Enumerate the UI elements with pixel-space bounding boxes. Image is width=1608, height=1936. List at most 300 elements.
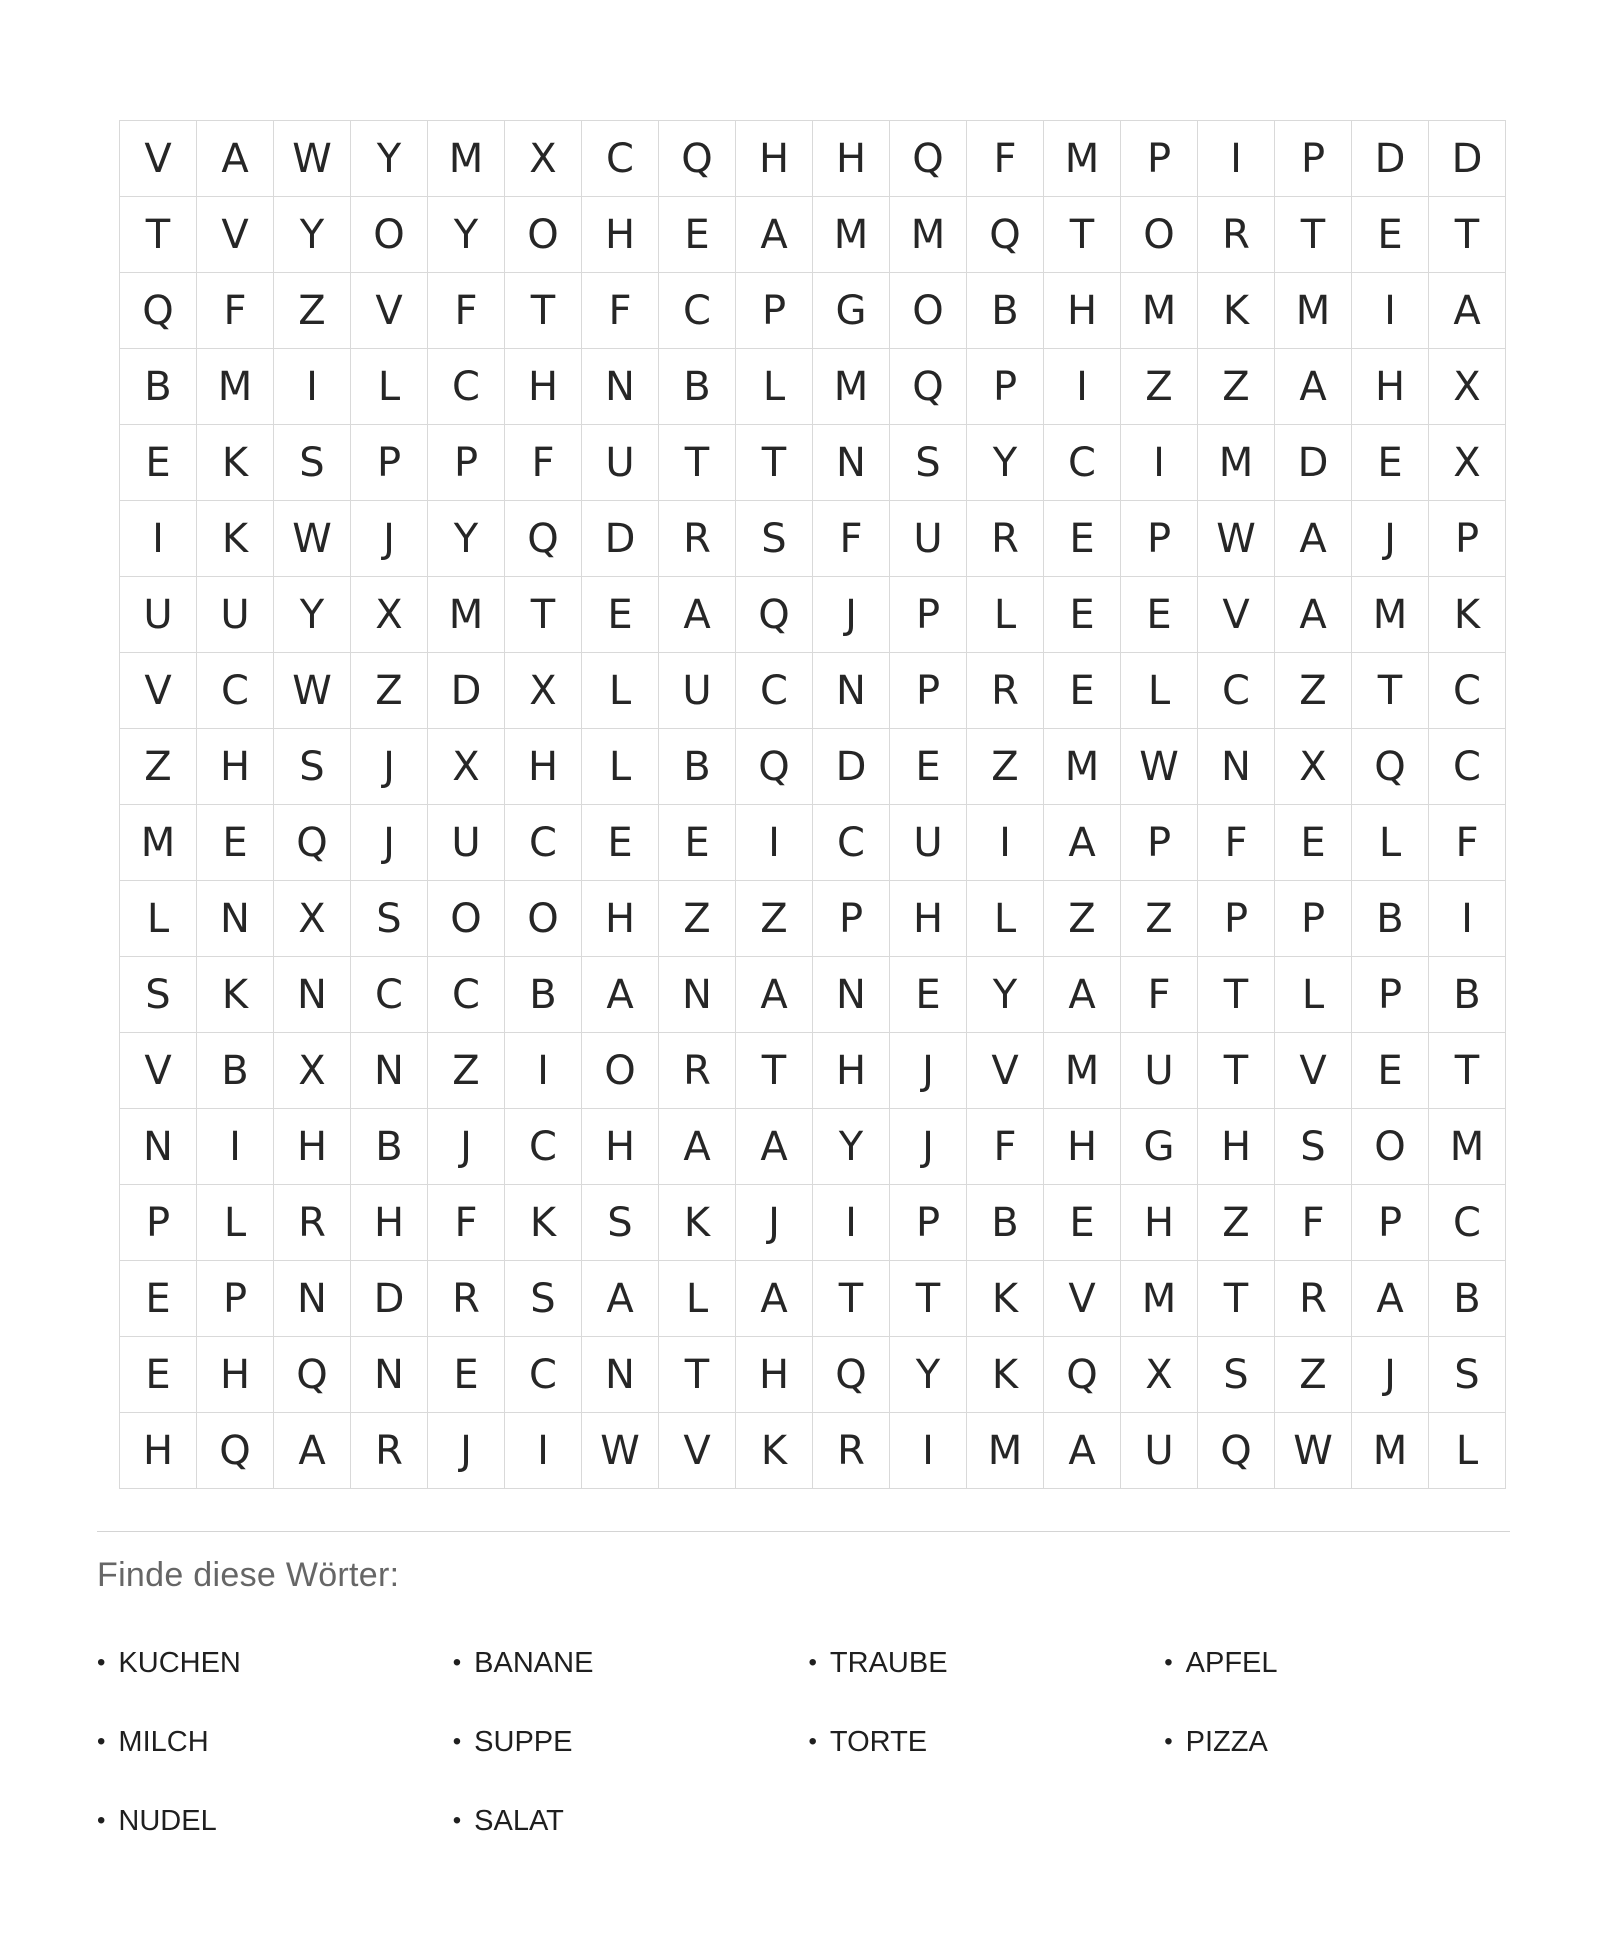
letter-cell[interactable]: M <box>967 1413 1043 1488</box>
letter-cell[interactable]: C <box>505 805 581 880</box>
letter-cell[interactable]: E <box>659 197 735 272</box>
letter-cell[interactable]: G <box>1121 1109 1197 1184</box>
letter-cell[interactable]: Q <box>505 501 581 576</box>
letter-cell[interactable]: F <box>197 273 273 348</box>
letter-cell[interactable]: C <box>1429 1185 1505 1260</box>
letter-cell[interactable]: H <box>813 1033 889 1108</box>
letter-cell[interactable]: A <box>1275 501 1351 576</box>
letter-cell[interactable]: P <box>1121 805 1197 880</box>
letter-cell[interactable]: L <box>967 577 1043 652</box>
letter-cell[interactable]: Z <box>120 729 196 804</box>
letter-cell[interactable]: T <box>1429 197 1505 272</box>
letter-cell[interactable]: H <box>120 1413 196 1488</box>
letter-cell[interactable]: E <box>582 577 658 652</box>
letter-cell[interactable]: O <box>351 197 427 272</box>
letter-cell[interactable]: A <box>1044 957 1120 1032</box>
letter-cell[interactable]: T <box>736 425 812 500</box>
letter-cell[interactable]: Y <box>351 121 427 196</box>
letter-cell[interactable]: A <box>659 577 735 652</box>
letter-cell[interactable]: X <box>274 881 350 956</box>
letter-cell[interactable]: V <box>351 273 427 348</box>
letter-cell[interactable]: A <box>1352 1261 1428 1336</box>
letter-cell[interactable]: J <box>351 805 427 880</box>
letter-cell[interactable]: Z <box>659 881 735 956</box>
letter-cell[interactable]: A <box>1429 273 1505 348</box>
letter-cell[interactable]: I <box>120 501 196 576</box>
letter-cell[interactable]: M <box>813 197 889 272</box>
letter-cell[interactable]: H <box>505 349 581 424</box>
letter-cell[interactable]: S <box>505 1261 581 1336</box>
letter-cell[interactable]: Z <box>967 729 1043 804</box>
letter-cell[interactable]: V <box>1275 1033 1351 1108</box>
letter-cell[interactable]: N <box>582 349 658 424</box>
letter-cell[interactable]: A <box>1275 577 1351 652</box>
letter-cell[interactable]: D <box>428 653 504 728</box>
letter-cell[interactable]: C <box>428 957 504 1032</box>
letter-cell[interactable]: A <box>736 1261 812 1336</box>
letter-cell[interactable]: S <box>1198 1337 1274 1412</box>
letter-cell[interactable]: N <box>659 957 735 1032</box>
letter-cell[interactable]: P <box>813 881 889 956</box>
letter-cell[interactable]: M <box>1275 273 1351 348</box>
letter-cell[interactable]: V <box>120 653 196 728</box>
letter-cell[interactable]: T <box>1352 653 1428 728</box>
letter-cell[interactable]: U <box>120 577 196 652</box>
letter-cell[interactable]: I <box>967 805 1043 880</box>
letter-cell[interactable]: F <box>505 425 581 500</box>
letter-cell[interactable]: M <box>1121 1261 1197 1336</box>
letter-cell[interactable]: H <box>197 729 273 804</box>
letter-cell[interactable]: T <box>1198 1261 1274 1336</box>
letter-cell[interactable]: H <box>274 1109 350 1184</box>
letter-cell[interactable]: X <box>274 1033 350 1108</box>
letter-cell[interactable]: H <box>736 121 812 196</box>
letter-cell[interactable]: A <box>582 1261 658 1336</box>
letter-cell[interactable]: J <box>351 501 427 576</box>
letter-cell[interactable]: I <box>1044 349 1120 424</box>
letter-cell[interactable]: H <box>1198 1109 1274 1184</box>
letter-cell[interactable]: T <box>1429 1033 1505 1108</box>
letter-cell[interactable]: M <box>1198 425 1274 500</box>
letter-cell[interactable]: T <box>1198 957 1274 1032</box>
letter-cell[interactable]: F <box>1429 805 1505 880</box>
letter-cell[interactable]: F <box>967 1109 1043 1184</box>
letter-cell[interactable]: O <box>1352 1109 1428 1184</box>
letter-cell[interactable]: U <box>582 425 658 500</box>
letter-cell[interactable]: J <box>813 577 889 652</box>
letter-cell[interactable]: J <box>890 1033 966 1108</box>
letter-cell[interactable]: Z <box>1044 881 1120 956</box>
letter-cell[interactable]: C <box>1044 425 1120 500</box>
letter-cell[interactable]: H <box>736 1337 812 1412</box>
letter-cell[interactable]: D <box>1429 121 1505 196</box>
letter-cell[interactable]: L <box>967 881 1043 956</box>
letter-cell[interactable]: M <box>428 577 504 652</box>
letter-cell[interactable]: V <box>120 1033 196 1108</box>
letter-cell[interactable]: Z <box>1275 1337 1351 1412</box>
letter-cell[interactable]: F <box>967 121 1043 196</box>
letter-cell[interactable]: J <box>736 1185 812 1260</box>
letter-cell[interactable]: B <box>1429 957 1505 1032</box>
letter-cell[interactable]: F <box>813 501 889 576</box>
letter-cell[interactable]: C <box>582 121 658 196</box>
letter-cell[interactable]: N <box>351 1337 427 1412</box>
letter-cell[interactable]: H <box>351 1185 427 1260</box>
letter-cell[interactable]: M <box>428 121 504 196</box>
letter-cell[interactable]: N <box>813 425 889 500</box>
letter-cell[interactable]: S <box>274 425 350 500</box>
letter-cell[interactable]: H <box>582 1109 658 1184</box>
letter-cell[interactable]: Z <box>1121 881 1197 956</box>
letter-cell[interactable]: N <box>120 1109 196 1184</box>
letter-cell[interactable]: R <box>274 1185 350 1260</box>
letter-cell[interactable]: A <box>736 957 812 1032</box>
letter-cell[interactable]: K <box>967 1261 1043 1336</box>
letter-cell[interactable]: H <box>582 881 658 956</box>
letter-cell[interactable]: K <box>197 957 273 1032</box>
letter-cell[interactable]: A <box>736 1109 812 1184</box>
letter-cell[interactable]: Q <box>120 273 196 348</box>
letter-cell[interactable]: P <box>1121 501 1197 576</box>
letter-cell[interactable]: N <box>582 1337 658 1412</box>
letter-cell[interactable]: E <box>890 729 966 804</box>
letter-cell[interactable]: T <box>890 1261 966 1336</box>
letter-cell[interactable]: Y <box>967 957 1043 1032</box>
letter-cell[interactable]: J <box>428 1413 504 1488</box>
letter-cell[interactable]: F <box>428 273 504 348</box>
letter-cell[interactable]: T <box>659 1337 735 1412</box>
letter-cell[interactable]: M <box>1044 1033 1120 1108</box>
letter-cell[interactable]: Q <box>967 197 1043 272</box>
letter-cell[interactable]: U <box>1121 1033 1197 1108</box>
letter-cell[interactable]: I <box>1121 425 1197 500</box>
letter-cell[interactable]: Y <box>274 577 350 652</box>
letter-cell[interactable]: L <box>582 653 658 728</box>
letter-cell[interactable]: N <box>351 1033 427 1108</box>
letter-cell[interactable]: Y <box>967 425 1043 500</box>
letter-cell[interactable]: Y <box>813 1109 889 1184</box>
letter-cell[interactable]: U <box>890 805 966 880</box>
letter-cell[interactable]: R <box>967 501 1043 576</box>
letter-cell[interactable]: O <box>890 273 966 348</box>
letter-cell[interactable]: W <box>1121 729 1197 804</box>
letter-cell[interactable]: N <box>813 653 889 728</box>
letter-cell[interactable]: J <box>1352 501 1428 576</box>
letter-cell[interactable]: D <box>813 729 889 804</box>
letter-cell[interactable]: C <box>1198 653 1274 728</box>
letter-cell[interactable]: E <box>659 805 735 880</box>
letter-cell[interactable]: Y <box>274 197 350 272</box>
letter-cell[interactable]: Q <box>1352 729 1428 804</box>
letter-cell[interactable]: O <box>582 1033 658 1108</box>
letter-cell[interactable]: Q <box>1044 1337 1120 1412</box>
letter-cell[interactable]: O <box>505 881 581 956</box>
letter-cell[interactable]: E <box>120 425 196 500</box>
letter-cell[interactable]: F <box>1275 1185 1351 1260</box>
letter-cell[interactable]: O <box>1121 197 1197 272</box>
letter-cell[interactable]: V <box>197 197 273 272</box>
letter-cell[interactable]: E <box>428 1337 504 1412</box>
letter-cell[interactable]: B <box>659 729 735 804</box>
letter-cell[interactable]: P <box>428 425 504 500</box>
letter-cell[interactable]: T <box>120 197 196 272</box>
letter-cell[interactable]: X <box>351 577 427 652</box>
letter-cell[interactable]: E <box>1044 653 1120 728</box>
letter-cell[interactable]: Q <box>274 1337 350 1412</box>
letter-cell[interactable]: P <box>1198 881 1274 956</box>
letter-cell[interactable]: C <box>1429 653 1505 728</box>
letter-cell[interactable]: T <box>1275 197 1351 272</box>
letter-cell[interactable]: T <box>659 425 735 500</box>
letter-cell[interactable]: L <box>659 1261 735 1336</box>
letter-cell[interactable]: A <box>197 121 273 196</box>
letter-cell[interactable]: Q <box>890 349 966 424</box>
letter-cell[interactable]: J <box>428 1109 504 1184</box>
letter-cell[interactable]: P <box>1352 1185 1428 1260</box>
letter-cell[interactable]: T <box>505 273 581 348</box>
letter-cell[interactable]: P <box>1275 121 1351 196</box>
letter-cell[interactable]: E <box>120 1261 196 1336</box>
letter-cell[interactable]: N <box>197 881 273 956</box>
letter-cell[interactable]: M <box>1121 273 1197 348</box>
letter-cell[interactable]: H <box>1121 1185 1197 1260</box>
letter-cell[interactable]: B <box>967 273 1043 348</box>
letter-cell[interactable]: B <box>197 1033 273 1108</box>
letter-cell[interactable]: T <box>1044 197 1120 272</box>
letter-cell[interactable]: F <box>428 1185 504 1260</box>
letter-cell[interactable]: I <box>274 349 350 424</box>
letter-cell[interactable]: Q <box>890 121 966 196</box>
letter-cell[interactable]: B <box>351 1109 427 1184</box>
letter-cell[interactable]: H <box>197 1337 273 1412</box>
letter-cell[interactable]: K <box>197 425 273 500</box>
letter-cell[interactable]: D <box>582 501 658 576</box>
letter-cell[interactable]: F <box>1198 805 1274 880</box>
letter-cell[interactable]: J <box>1352 1337 1428 1412</box>
letter-cell[interactable]: M <box>1352 1413 1428 1488</box>
letter-cell[interactable]: C <box>736 653 812 728</box>
letter-cell[interactable]: M <box>1352 577 1428 652</box>
letter-cell[interactable]: Z <box>351 653 427 728</box>
letter-cell[interactable]: R <box>813 1413 889 1488</box>
letter-cell[interactable]: L <box>197 1185 273 1260</box>
letter-cell[interactable]: N <box>274 1261 350 1336</box>
letter-cell[interactable]: T <box>1198 1033 1274 1108</box>
letter-cell[interactable]: R <box>1275 1261 1351 1336</box>
letter-cell[interactable]: I <box>1352 273 1428 348</box>
letter-cell[interactable]: X <box>428 729 504 804</box>
letter-cell[interactable]: N <box>1198 729 1274 804</box>
letter-cell[interactable]: Z <box>1275 653 1351 728</box>
letter-cell[interactable]: J <box>890 1109 966 1184</box>
letter-cell[interactable]: B <box>120 349 196 424</box>
letter-cell[interactable]: W <box>274 121 350 196</box>
letter-cell[interactable]: K <box>736 1413 812 1488</box>
letter-cell[interactable]: I <box>736 805 812 880</box>
letter-cell[interactable]: I <box>197 1109 273 1184</box>
letter-cell[interactable]: Q <box>274 805 350 880</box>
letter-cell[interactable]: A <box>1044 805 1120 880</box>
letter-cell[interactable]: L <box>120 881 196 956</box>
letter-cell[interactable]: H <box>505 729 581 804</box>
letter-cell[interactable]: R <box>1198 197 1274 272</box>
letter-cell[interactable]: R <box>967 653 1043 728</box>
letter-cell[interactable]: S <box>120 957 196 1032</box>
letter-cell[interactable]: R <box>659 1033 735 1108</box>
letter-cell[interactable]: H <box>1044 273 1120 348</box>
letter-cell[interactable]: E <box>1275 805 1351 880</box>
letter-cell[interactable]: Y <box>890 1337 966 1412</box>
letter-cell[interactable]: W <box>582 1413 658 1488</box>
letter-cell[interactable]: Z <box>736 881 812 956</box>
letter-cell[interactable]: L <box>1275 957 1351 1032</box>
letter-cell[interactable]: P <box>890 653 966 728</box>
letter-cell[interactable]: R <box>351 1413 427 1488</box>
letter-cell[interactable]: X <box>1121 1337 1197 1412</box>
letter-cell[interactable]: A <box>582 957 658 1032</box>
letter-cell[interactable]: L <box>1429 1413 1505 1488</box>
letter-cell[interactable]: H <box>1044 1109 1120 1184</box>
letter-cell[interactable]: O <box>505 197 581 272</box>
letter-cell[interactable]: X <box>1275 729 1351 804</box>
letter-cell[interactable]: I <box>505 1413 581 1488</box>
letter-cell[interactable]: X <box>505 653 581 728</box>
letter-cell[interactable]: C <box>659 273 735 348</box>
letter-cell[interactable]: P <box>967 349 1043 424</box>
letter-cell[interactable]: M <box>1044 121 1120 196</box>
letter-cell[interactable]: K <box>1198 273 1274 348</box>
letter-cell[interactable]: O <box>428 881 504 956</box>
letter-cell[interactable]: Q <box>736 729 812 804</box>
letter-cell[interactable]: E <box>890 957 966 1032</box>
letter-cell[interactable]: V <box>120 121 196 196</box>
letter-cell[interactable]: D <box>351 1261 427 1336</box>
letter-cell[interactable]: C <box>197 653 273 728</box>
letter-cell[interactable]: N <box>813 957 889 1032</box>
letter-cell[interactable]: K <box>659 1185 735 1260</box>
letter-cell[interactable]: G <box>813 273 889 348</box>
letter-cell[interactable]: U <box>890 501 966 576</box>
letter-cell[interactable]: K <box>1429 577 1505 652</box>
letter-cell[interactable]: L <box>1352 805 1428 880</box>
letter-cell[interactable]: D <box>1352 121 1428 196</box>
letter-cell[interactable]: M <box>1044 729 1120 804</box>
letter-cell[interactable]: X <box>1429 349 1505 424</box>
letter-cell[interactable]: W <box>274 501 350 576</box>
letter-cell[interactable]: B <box>967 1185 1043 1260</box>
letter-cell[interactable]: P <box>120 1185 196 1260</box>
letter-cell[interactable]: L <box>736 349 812 424</box>
letter-cell[interactable]: A <box>1044 1413 1120 1488</box>
letter-cell[interactable]: S <box>1275 1109 1351 1184</box>
letter-cell[interactable]: W <box>1275 1413 1351 1488</box>
letter-cell[interactable]: S <box>1429 1337 1505 1412</box>
letter-cell[interactable]: H <box>813 121 889 196</box>
letter-cell[interactable]: J <box>351 729 427 804</box>
letter-cell[interactable]: P <box>1429 501 1505 576</box>
letter-cell[interactable]: Q <box>736 577 812 652</box>
letter-cell[interactable]: E <box>197 805 273 880</box>
letter-cell[interactable]: E <box>120 1337 196 1412</box>
letter-cell[interactable]: P <box>1275 881 1351 956</box>
letter-cell[interactable]: U <box>1121 1413 1197 1488</box>
letter-cell[interactable]: S <box>351 881 427 956</box>
letter-cell[interactable]: A <box>659 1109 735 1184</box>
letter-cell[interactable]: W <box>1198 501 1274 576</box>
letter-cell[interactable]: T <box>736 1033 812 1108</box>
letter-cell[interactable]: B <box>505 957 581 1032</box>
letter-cell[interactable]: Z <box>1198 349 1274 424</box>
letter-cell[interactable]: F <box>1121 957 1197 1032</box>
letter-cell[interactable]: L <box>582 729 658 804</box>
letter-cell[interactable]: A <box>1275 349 1351 424</box>
letter-cell[interactable]: E <box>1352 425 1428 500</box>
letter-cell[interactable]: C <box>813 805 889 880</box>
letter-cell[interactable]: B <box>659 349 735 424</box>
letter-cell[interactable]: S <box>736 501 812 576</box>
letter-cell[interactable]: I <box>813 1185 889 1260</box>
letter-cell[interactable]: U <box>659 653 735 728</box>
letter-cell[interactable]: S <box>890 425 966 500</box>
letter-cell[interactable]: T <box>505 577 581 652</box>
letter-cell[interactable]: E <box>582 805 658 880</box>
letter-cell[interactable]: U <box>197 577 273 652</box>
letter-cell[interactable]: D <box>1275 425 1351 500</box>
letter-cell[interactable]: C <box>505 1337 581 1412</box>
letter-cell[interactable]: C <box>1429 729 1505 804</box>
letter-cell[interactable]: S <box>582 1185 658 1260</box>
letter-cell[interactable]: I <box>505 1033 581 1108</box>
letter-cell[interactable]: A <box>274 1413 350 1488</box>
letter-cell[interactable]: E <box>1044 577 1120 652</box>
letter-cell[interactable]: U <box>428 805 504 880</box>
letter-cell[interactable]: P <box>890 577 966 652</box>
letter-cell[interactable]: K <box>197 501 273 576</box>
letter-cell[interactable]: Z <box>274 273 350 348</box>
letter-cell[interactable]: V <box>1198 577 1274 652</box>
letter-cell[interactable]: H <box>890 881 966 956</box>
letter-cell[interactable]: B <box>1352 881 1428 956</box>
letter-cell[interactable]: W <box>274 653 350 728</box>
letter-cell[interactable]: A <box>736 197 812 272</box>
letter-cell[interactable]: F <box>582 273 658 348</box>
letter-cell[interactable]: P <box>736 273 812 348</box>
letter-cell[interactable]: Z <box>428 1033 504 1108</box>
letter-cell[interactable]: H <box>1352 349 1428 424</box>
letter-cell[interactable]: Q <box>197 1413 273 1488</box>
letter-cell[interactable]: V <box>1044 1261 1120 1336</box>
letter-cell[interactable]: Z <box>1121 349 1197 424</box>
letter-cell[interactable]: C <box>428 349 504 424</box>
letter-cell[interactable]: M <box>890 197 966 272</box>
letter-cell[interactable]: Q <box>659 121 735 196</box>
letter-cell[interactable]: R <box>659 501 735 576</box>
letter-cell[interactable]: M <box>197 349 273 424</box>
letter-cell[interactable]: E <box>1121 577 1197 652</box>
letter-cell[interactable]: P <box>1352 957 1428 1032</box>
letter-cell[interactable]: I <box>1429 881 1505 956</box>
letter-cell[interactable]: E <box>1044 501 1120 576</box>
letter-cell[interactable]: Z <box>1198 1185 1274 1260</box>
letter-cell[interactable]: Q <box>1198 1413 1274 1488</box>
letter-cell[interactable]: V <box>967 1033 1043 1108</box>
letter-cell[interactable]: C <box>351 957 427 1032</box>
letter-cell[interactable]: K <box>967 1337 1043 1412</box>
letter-cell[interactable]: B <box>1429 1261 1505 1336</box>
letter-cell[interactable]: T <box>813 1261 889 1336</box>
letter-cell[interactable]: M <box>120 805 196 880</box>
letter-cell[interactable]: P <box>197 1261 273 1336</box>
